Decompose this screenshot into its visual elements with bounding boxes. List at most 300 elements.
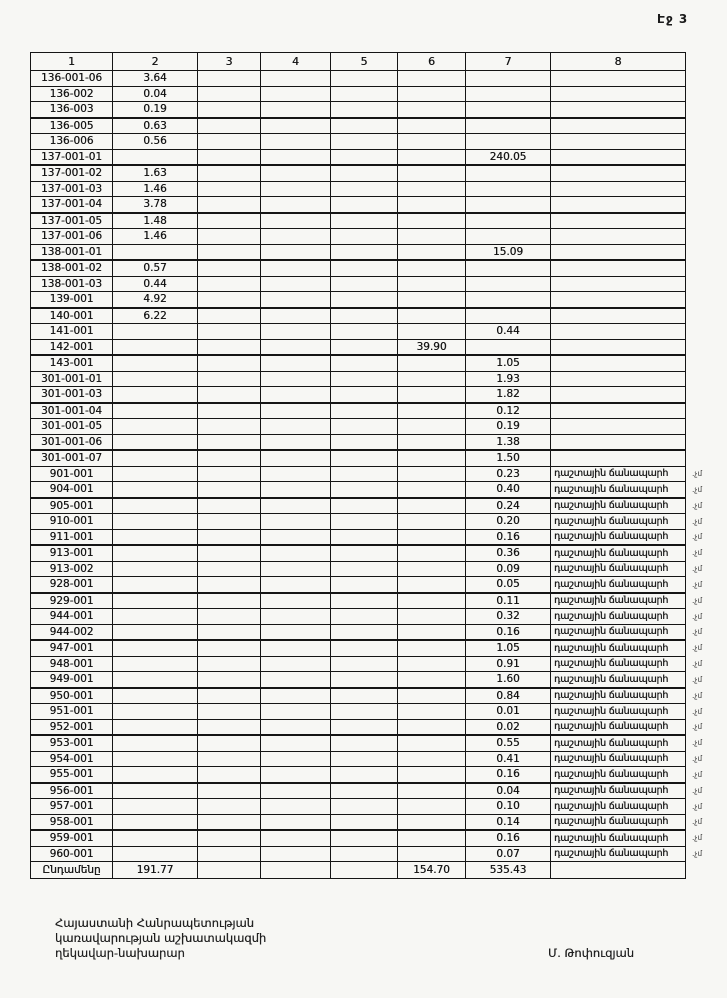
land-use-cell: դաշտային ճանապարհ xyxy=(551,830,686,846)
parcel-code-cell: 905-001 xyxy=(31,498,113,514)
margin-note: .չմ xyxy=(692,690,703,700)
col7-value-cell: 0.12 xyxy=(466,403,551,419)
parcel-code-cell: 136-001-06 xyxy=(31,71,113,87)
land-use-cell: դաշտային ճանապարհ xyxy=(551,609,686,625)
col7-value-cell xyxy=(466,308,551,324)
col3-cell xyxy=(198,704,261,720)
col2-value-cell: 0.19 xyxy=(113,102,198,118)
col5-cell xyxy=(331,197,398,213)
col4-cell xyxy=(261,814,331,830)
land-use-cell: դաշտային ճանապարհ xyxy=(551,688,686,704)
col3-cell xyxy=(198,830,261,846)
col5-cell xyxy=(331,244,398,260)
footer-authority-text xyxy=(55,916,266,961)
col5-cell xyxy=(331,165,398,181)
col4-cell xyxy=(261,656,331,672)
col6-value-cell xyxy=(398,767,466,783)
col2-value-cell: 0.63 xyxy=(113,118,198,134)
col3-cell xyxy=(198,529,261,545)
col7-value-cell: 1.05 xyxy=(466,640,551,656)
margin-note: .չմ xyxy=(692,785,703,795)
col7-value-cell xyxy=(466,118,551,134)
col7-value-cell xyxy=(466,165,551,181)
total-label: Ընդամենը xyxy=(31,862,113,879)
table-footer xyxy=(31,862,720,879)
margin-note xyxy=(686,450,720,466)
col6-value-cell xyxy=(398,814,466,830)
land-use-cell: դաշտային ճանապարհ xyxy=(551,783,686,799)
col4-cell xyxy=(261,672,331,688)
col6-value-cell xyxy=(398,118,466,134)
col4-cell xyxy=(261,482,331,498)
col2-value-cell xyxy=(113,799,198,815)
land-use-cell xyxy=(551,403,686,419)
land-use-cell xyxy=(551,102,686,118)
col6-value-cell xyxy=(398,403,466,419)
col5-cell xyxy=(331,260,398,276)
margin-note xyxy=(686,387,720,403)
col2-value-cell xyxy=(113,751,198,767)
col5-cell xyxy=(331,71,398,87)
col2-value-cell xyxy=(113,466,198,482)
col7-value-cell: 0.16 xyxy=(466,529,551,545)
parcel-code-cell: 957-001 xyxy=(31,799,113,815)
margin-note xyxy=(686,118,720,134)
margin-note: .չմ xyxy=(692,674,703,684)
col3-cell xyxy=(198,783,261,799)
col5-cell xyxy=(331,514,398,530)
col2-value-cell xyxy=(113,830,198,846)
table-row xyxy=(31,387,720,403)
land-use-cell xyxy=(551,324,686,340)
col5-cell xyxy=(331,799,398,815)
col3-cell xyxy=(198,276,261,292)
col7-value-cell: 0.10 xyxy=(466,799,551,815)
col7-value-cell: 0.32 xyxy=(466,609,551,625)
col7-value-cell: 0.11 xyxy=(466,593,551,609)
col4-cell xyxy=(261,71,331,87)
col3-cell xyxy=(198,719,261,735)
col6-value-cell xyxy=(398,482,466,498)
parcel-code-cell: 948-001 xyxy=(31,656,113,672)
col6-value-cell xyxy=(398,799,466,815)
col2-value-cell: 1.63 xyxy=(113,165,198,181)
col7-value-cell: 0.84 xyxy=(466,688,551,704)
table-row xyxy=(31,149,720,165)
table-row xyxy=(31,86,720,102)
table-row xyxy=(31,324,720,340)
total-row xyxy=(31,862,720,879)
col6-value-cell xyxy=(398,244,466,260)
col7-value-cell: 0.55 xyxy=(466,735,551,751)
land-use-cell: դաշտային ճանապարհ xyxy=(551,672,686,688)
land-use-cell: դաշտային ճանապարհ xyxy=(551,656,686,672)
table-row xyxy=(31,672,720,688)
col6-value-cell xyxy=(398,609,466,625)
col4-cell xyxy=(261,624,331,640)
col6-value-cell xyxy=(398,529,466,545)
land-use-cell xyxy=(551,134,686,150)
col2-value-cell xyxy=(113,387,198,403)
col5-cell xyxy=(331,498,398,514)
land-use-cell xyxy=(551,181,686,197)
col7-value-cell: 1.93 xyxy=(466,371,551,387)
margin-note xyxy=(686,276,720,292)
col4-cell xyxy=(261,134,331,150)
table-row xyxy=(31,134,720,150)
col3-cell xyxy=(198,498,261,514)
column-header-8: 8 xyxy=(551,53,686,71)
col5-cell xyxy=(331,371,398,387)
table-row xyxy=(31,514,720,530)
col6-value-cell xyxy=(398,656,466,672)
col2-value-cell xyxy=(113,450,198,466)
col6-value-cell xyxy=(398,86,466,102)
col5-cell xyxy=(331,609,398,625)
col3-cell xyxy=(198,308,261,324)
col4-cell xyxy=(261,434,331,450)
margin-note xyxy=(686,260,720,276)
col5-cell xyxy=(331,276,398,292)
col6-value-cell xyxy=(398,434,466,450)
margin-note: .չմ xyxy=(692,738,703,748)
margin-note: .չմ xyxy=(692,595,703,605)
total-margin-note xyxy=(686,862,720,879)
page-number-label: Էջ 3 xyxy=(657,12,689,26)
col6-value-cell xyxy=(398,624,466,640)
parcel-code-cell: 901-001 xyxy=(31,466,113,482)
parcel-code-cell: 301-001-05 xyxy=(31,419,113,435)
col3-cell xyxy=(198,371,261,387)
parcel-code-cell: 956-001 xyxy=(31,783,113,799)
col2-value-cell xyxy=(113,656,198,672)
col5-cell xyxy=(331,434,398,450)
land-use-cell xyxy=(551,244,686,260)
land-use-cell xyxy=(551,450,686,466)
table-row xyxy=(31,339,720,355)
land-use-cell xyxy=(551,371,686,387)
margin-note: .չմ xyxy=(692,611,703,621)
col6-value-cell xyxy=(398,545,466,561)
parcel-code-cell: 301-001-01 xyxy=(31,371,113,387)
land-use-cell: դաշտային ճանապարհ xyxy=(551,767,686,783)
col3-cell xyxy=(198,71,261,87)
col3-cell xyxy=(198,450,261,466)
col5-cell xyxy=(331,355,398,371)
margin-note: .չմ xyxy=(692,643,703,653)
col6-value-cell xyxy=(398,466,466,482)
col7-value-cell xyxy=(466,197,551,213)
col2-value-cell: 3.64 xyxy=(113,71,198,87)
col4-cell xyxy=(261,181,331,197)
col5-cell xyxy=(331,181,398,197)
col3-cell xyxy=(198,609,261,625)
parcel-code-cell: 301-001-07 xyxy=(31,450,113,466)
col6-value-cell xyxy=(398,371,466,387)
col7-value-cell: 0.09 xyxy=(466,561,551,577)
col5-cell xyxy=(331,767,398,783)
col5-cell xyxy=(331,735,398,751)
col4-cell xyxy=(261,466,331,482)
margin-note xyxy=(686,71,720,87)
col5-cell xyxy=(331,419,398,435)
col6-value-cell xyxy=(398,387,466,403)
col6-value-cell xyxy=(398,181,466,197)
col4-cell xyxy=(261,229,331,245)
col5-cell xyxy=(331,751,398,767)
total-col4 xyxy=(261,862,331,879)
col4-cell xyxy=(261,846,331,862)
table-row xyxy=(31,403,720,419)
margin-note: .չմ xyxy=(692,579,703,589)
table-row xyxy=(31,466,720,482)
col3-cell xyxy=(198,197,261,213)
col5-cell xyxy=(331,672,398,688)
land-use-cell: դաշտային ճանապարհ xyxy=(551,577,686,593)
land-use-cell xyxy=(551,387,686,403)
col3-cell xyxy=(198,688,261,704)
col4-cell xyxy=(261,419,331,435)
land-use-cell xyxy=(551,197,686,213)
col2-value-cell xyxy=(113,529,198,545)
table-row xyxy=(31,640,720,656)
col3-cell xyxy=(198,134,261,150)
table-row xyxy=(31,561,720,577)
col7-value-cell: 0.16 xyxy=(466,767,551,783)
col7-value-cell: 15.09 xyxy=(466,244,551,260)
table-row xyxy=(31,71,720,87)
parcel-code-cell: 138-001-01 xyxy=(31,244,113,260)
col7-value-cell: 0.04 xyxy=(466,783,551,799)
col4-cell xyxy=(261,577,331,593)
col3-cell xyxy=(198,561,261,577)
col5-cell xyxy=(331,561,398,577)
col6-value-cell xyxy=(398,561,466,577)
col6-value-cell xyxy=(398,704,466,720)
table-body xyxy=(31,71,720,862)
footer-line-3: ղեկավար-նախարար xyxy=(55,946,185,960)
col3-cell xyxy=(198,181,261,197)
table-row xyxy=(31,593,720,609)
col6-value-cell xyxy=(398,419,466,435)
col3-cell xyxy=(198,466,261,482)
col7-value-cell: 0.16 xyxy=(466,830,551,846)
parcel-code-cell: 143-001 xyxy=(31,355,113,371)
col3-cell xyxy=(198,577,261,593)
parcel-code-cell: 137-001-03 xyxy=(31,181,113,197)
table-row xyxy=(31,529,720,545)
land-use-cell: դաշտային ճանապարհ xyxy=(551,561,686,577)
col4-cell xyxy=(261,244,331,260)
margin-note: .չմ xyxy=(692,754,703,763)
margin-note: .չմ xyxy=(692,500,703,510)
col6-value-cell xyxy=(398,783,466,799)
col3-cell xyxy=(198,751,261,767)
parcel-code-cell: 301-001-06 xyxy=(31,434,113,450)
land-use-cell: դաշտային ճանապարհ xyxy=(551,735,686,751)
col6-value-cell xyxy=(398,751,466,767)
col5-cell xyxy=(331,704,398,720)
table-row xyxy=(31,783,720,799)
footer-line-2: կառավարության աշխատակազմի xyxy=(55,931,267,945)
land-use-cell: դաշտային ճանապարհ xyxy=(551,624,686,640)
col2-value-cell xyxy=(113,324,198,340)
col5-cell xyxy=(331,830,398,846)
col2-value-cell: 3.78 xyxy=(113,197,198,213)
land-use-cell xyxy=(551,229,686,245)
margin-note xyxy=(686,244,720,260)
col2-value-cell xyxy=(113,149,198,165)
col7-value-cell xyxy=(466,229,551,245)
col3-cell xyxy=(198,403,261,419)
margin-note xyxy=(686,355,720,371)
col4-cell xyxy=(261,545,331,561)
col3-cell xyxy=(198,672,261,688)
col2-value-cell xyxy=(113,688,198,704)
land-use-cell: դաշտային ճանապարհ xyxy=(551,482,686,498)
table-row xyxy=(31,308,720,324)
col4-cell xyxy=(261,767,331,783)
margin-note xyxy=(686,292,720,308)
col4-cell xyxy=(261,593,331,609)
col5-cell xyxy=(331,339,398,355)
col3-cell xyxy=(198,118,261,134)
col2-value-cell xyxy=(113,735,198,751)
table-row xyxy=(31,830,720,846)
parcel-code-cell: 137-001-01 xyxy=(31,149,113,165)
table-row xyxy=(31,260,720,276)
col7-value-cell: 0.40 xyxy=(466,482,551,498)
table-row xyxy=(31,735,720,751)
margin-note xyxy=(686,213,720,229)
col5-cell xyxy=(331,656,398,672)
header-margin-spacer xyxy=(686,53,720,71)
table-row xyxy=(31,244,720,260)
total-col5 xyxy=(331,862,398,879)
col7-value-cell xyxy=(466,339,551,355)
col7-value-cell: 0.20 xyxy=(466,514,551,530)
col3-cell xyxy=(198,324,261,340)
col7-value-cell xyxy=(466,71,551,87)
col4-cell xyxy=(261,799,331,815)
col5-cell xyxy=(331,403,398,419)
margin-note: .չմ xyxy=(692,532,703,542)
col3-cell xyxy=(198,86,261,102)
margin-note xyxy=(686,308,720,324)
footer-line-1: Հայաստանի Հանրապետության xyxy=(55,916,254,930)
col2-value-cell xyxy=(113,434,198,450)
col4-cell xyxy=(261,86,331,102)
land-use-cell: դաշտային ճանապարհ xyxy=(551,498,686,514)
col4-cell xyxy=(261,704,331,720)
parcel-code-cell: 913-002 xyxy=(31,561,113,577)
col7-value-cell: 0.41 xyxy=(466,751,551,767)
margin-note xyxy=(686,371,720,387)
land-use-cell: դաշտային ճանապարհ xyxy=(551,799,686,815)
col3-cell xyxy=(198,799,261,815)
col4-cell xyxy=(261,783,331,799)
parcel-code-cell: 960-001 xyxy=(31,846,113,862)
col7-value-cell: 0.01 xyxy=(466,704,551,720)
col7-value-cell xyxy=(466,276,551,292)
header-row xyxy=(31,53,720,71)
parcel-code-cell: 137-001-04 xyxy=(31,197,113,213)
col7-value-cell: 1.05 xyxy=(466,355,551,371)
margin-note: .չմ xyxy=(692,469,703,478)
total-col6: 154.70 xyxy=(398,862,466,879)
margin-note: .չմ xyxy=(692,769,703,779)
land-use-cell xyxy=(551,434,686,450)
table-row xyxy=(31,688,720,704)
table-row xyxy=(31,371,720,387)
col6-value-cell xyxy=(398,355,466,371)
col3-cell xyxy=(198,545,261,561)
parcel-code-cell: 910-001 xyxy=(31,514,113,530)
parcel-code-cell: 904-001 xyxy=(31,482,113,498)
col3-cell xyxy=(198,165,261,181)
col2-value-cell xyxy=(113,419,198,435)
col2-value-cell xyxy=(113,482,198,498)
table-row xyxy=(31,799,720,815)
table-row xyxy=(31,118,720,134)
margin-note: .չմ xyxy=(692,849,703,858)
parcel-code-cell: 944-001 xyxy=(31,609,113,625)
col7-value-cell xyxy=(466,86,551,102)
land-use-cell xyxy=(551,165,686,181)
col4-cell xyxy=(261,213,331,229)
margin-note xyxy=(686,434,720,450)
col3-cell xyxy=(198,482,261,498)
col5-cell xyxy=(331,545,398,561)
parcel-code-cell: 954-001 xyxy=(31,751,113,767)
col3-cell xyxy=(198,149,261,165)
land-use-cell xyxy=(551,355,686,371)
col4-cell xyxy=(261,118,331,134)
col4-cell xyxy=(261,102,331,118)
col2-value-cell: 0.56 xyxy=(113,134,198,150)
margin-note: .չմ xyxy=(692,548,703,558)
col5-cell xyxy=(331,102,398,118)
table-row xyxy=(31,292,720,308)
margin-note xyxy=(686,419,720,435)
margin-note xyxy=(686,165,720,181)
col2-value-cell xyxy=(113,355,198,371)
col2-value-cell xyxy=(113,640,198,656)
col3-cell xyxy=(198,102,261,118)
table-header xyxy=(31,53,720,71)
margin-note xyxy=(686,324,720,340)
parcel-code-cell: 136-003 xyxy=(31,102,113,118)
margin-note: .չմ xyxy=(692,801,703,811)
col3-cell xyxy=(198,624,261,640)
parcel-code-cell: 955-001 xyxy=(31,767,113,783)
col3-cell xyxy=(198,292,261,308)
col7-value-cell: 0.16 xyxy=(466,624,551,640)
margin-note: .չմ xyxy=(692,516,703,526)
parcel-code-cell: 140-001 xyxy=(31,308,113,324)
table-row xyxy=(31,498,720,514)
col4-cell xyxy=(261,719,331,735)
table-row xyxy=(31,767,720,783)
land-use-cell: դաշտային ճանապարհ xyxy=(551,514,686,530)
col5-cell xyxy=(331,624,398,640)
margin-note xyxy=(686,86,720,102)
col5-cell xyxy=(331,134,398,150)
col4-cell xyxy=(261,640,331,656)
col4-cell xyxy=(261,355,331,371)
col5-cell xyxy=(331,529,398,545)
col5-cell xyxy=(331,688,398,704)
